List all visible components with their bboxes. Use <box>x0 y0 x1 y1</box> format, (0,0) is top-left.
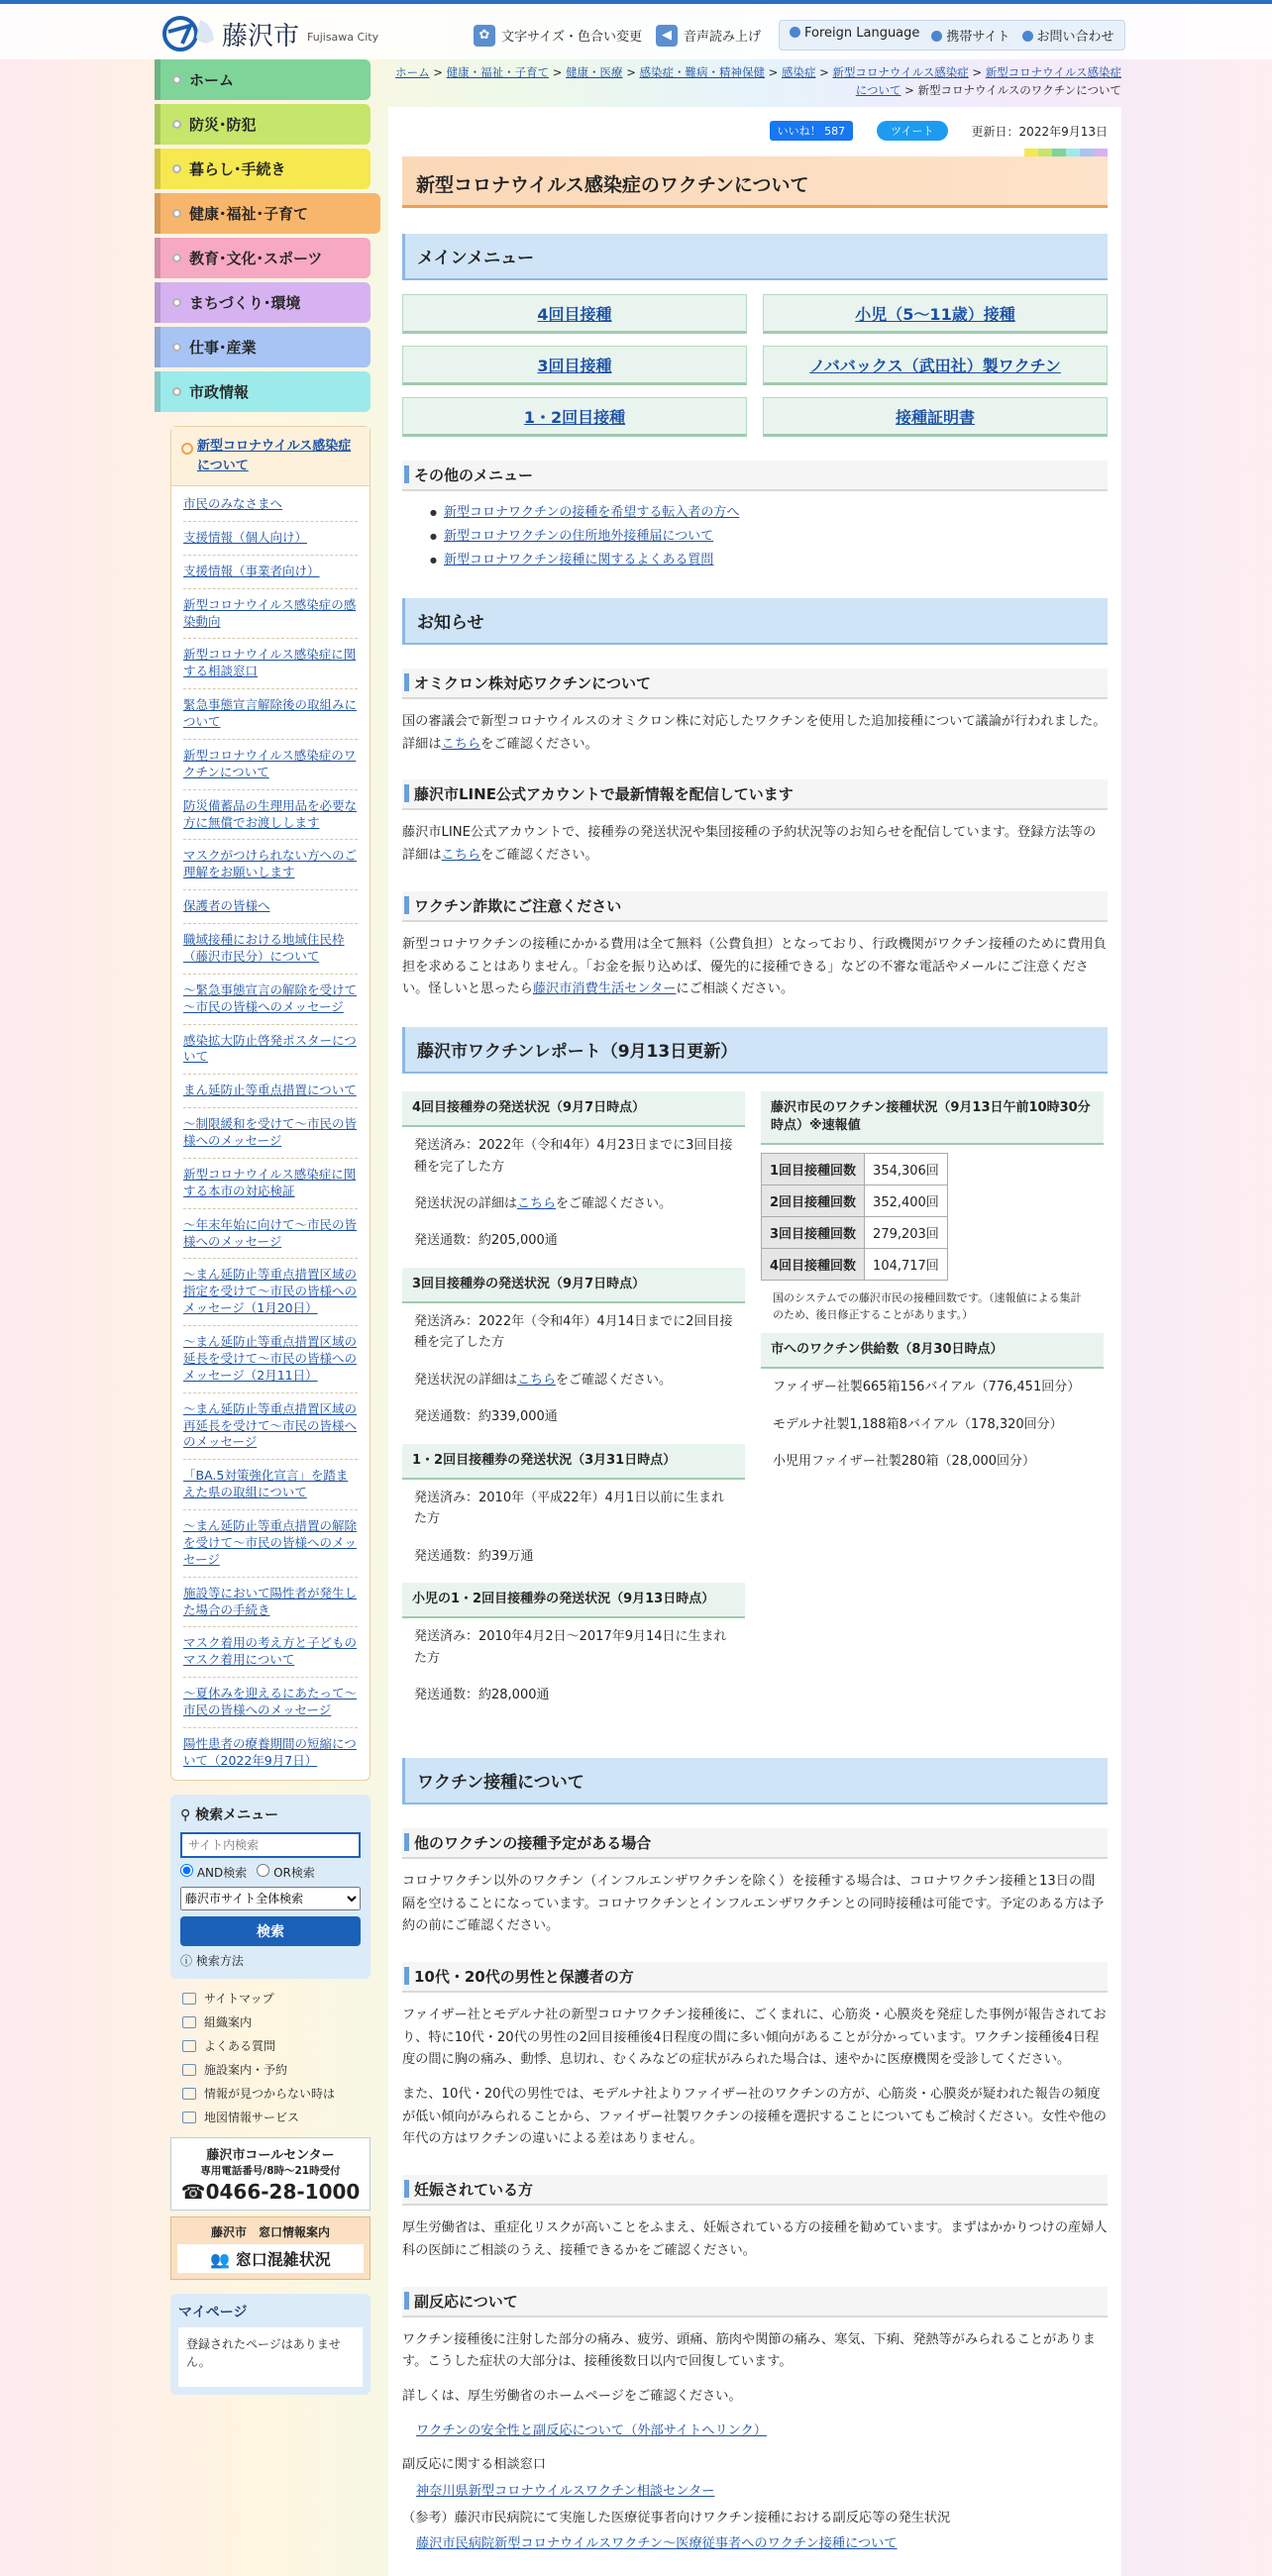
report-left-column <box>402 1091 745 1714</box>
site-logo[interactable] <box>160 14 378 53</box>
breadcrumb-separator: > <box>765 65 782 79</box>
vaccination-heading: ワクチン接種について <box>402 1758 1108 1804</box>
nav-bullet-icon <box>172 254 181 262</box>
shipment-detail-pre: 発送状況の詳細は <box>414 1195 518 1211</box>
header-tools <box>474 20 1125 51</box>
local-nav-link[interactable]: ～緊急事態宣言の解除を受けて～市民の皆様へのメッセージ <box>183 981 358 1014</box>
local-nav <box>170 426 371 1781</box>
local-nav-link[interactable]: ～まん延防止等重点措置区域の再延長を受けて～市民の皆様へのメッセージ <box>183 1400 358 1450</box>
utility-link[interactable] <box>182 2058 359 2082</box>
other-menu-item <box>444 525 1108 549</box>
vaccination-text: コロナワクチン以外のワクチン（インフルエンザワクチンを除く）を接種する場合は、コロナワクチン接種と13日の間隔を空けることになっています。コロナワクチンとインフルエンザワクチンとの同時接種は可能です。予定のある方は予約の前にご確認ください。 <box>402 1873 1105 1934</box>
page-icon <box>182 1993 196 2005</box>
counter-status-label: 窓口混雑状況 <box>235 2249 331 2269</box>
local-nav-link[interactable]: ～まん延防止等重点措置区域の指定を受けて～市民の皆様へのメッセージ（1月20日） <box>183 1267 358 1316</box>
nav-bullet-icon <box>172 75 181 84</box>
vaccine-report <box>402 1091 1108 1714</box>
vaccination-text: ファイザー社とモデルナ社の新型コロナワクチン接種後に、ごくまれに、心筋炎・心膜炎を発症した事例が報告されており、特に10代・20代の男性の2回目接種後4日程度の間に多い傾向があることが分かっています。ワクチン接種後4日程度の間に胸の痛み、動悸、息切れ、むくみなどの症状がみられた場合は、速やかに医療機関を受診してください。 <box>402 2007 1107 2068</box>
status-label: 4回目接種回数 <box>762 1249 865 1281</box>
main-menu-link[interactable]: 4回目接種 <box>537 304 612 324</box>
local-nav-item <box>183 1678 358 1728</box>
local-nav-item <box>183 1108 358 1159</box>
city-emblem-icon <box>160 14 216 53</box>
local-nav-link[interactable]: 支援情報（個人向け） <box>183 529 308 545</box>
local-nav-item <box>183 1326 358 1393</box>
notice-text-post: をご確認ください。 <box>480 848 598 864</box>
shipment-text: 発送済み：2022年（令和4年）4月14日までに2回目接種を完了した方 <box>414 1314 733 1351</box>
notice-sections <box>402 669 1108 1001</box>
city-name-en: Fujisawa City <box>307 30 379 44</box>
local-nav-link[interactable]: ～年末年始に向けて～市民の皆様へのメッセージ <box>183 1216 358 1249</box>
utility-link-label: 組織案内 <box>204 2015 253 2030</box>
local-nav-item <box>183 790 358 841</box>
page-title-text: 新型コロナウイルス感染症のワクチンについて <box>416 174 809 196</box>
local-nav-item <box>183 1075 358 1108</box>
status-row <box>762 1185 948 1217</box>
notice-text-pre: 新型コロナワクチンの接種にかかる費用は全て無料（公費負担）となっており、行政機関がワクチン接種のために費用負担を求めることはありません。「お金を振り込めば、優先的に接種できる」などの不審な電話やメールにご注意ください。怪しいと思ったら <box>402 936 1107 997</box>
breadcrumb-separator: > <box>815 65 833 79</box>
other-menu-list <box>444 501 1108 572</box>
side-effects-heading: 副反応について <box>402 2287 1108 2318</box>
consult-link-para <box>402 2481 1108 2504</box>
utility-links <box>170 1979 371 2137</box>
local-nav-item <box>183 488 358 522</box>
facebook-like-button[interactable]: いいね！ 587 <box>770 121 854 141</box>
nav-bullet-icon <box>172 164 181 173</box>
nav-item[interactable] <box>155 238 371 278</box>
status-row <box>762 1217 948 1249</box>
read-aloud-button[interactable] <box>656 25 761 47</box>
mobile-site-label: 携帯サイト <box>946 30 1010 45</box>
main-menu-grid <box>402 294 1108 437</box>
contact-link[interactable] <box>1022 26 1114 45</box>
nav-item[interactable] <box>155 59 371 100</box>
notice-section-heading: オミクロン株対応ワクチンについて <box>402 669 1108 699</box>
breadcrumb-link[interactable]: 新型コロナウイルス感染症について <box>855 65 1121 98</box>
supply-line: モデルナ社製1,188箱8バイアル（178,320回分） <box>773 1416 1063 1432</box>
status-heading: 藤沢市民のワクチン接種状況（9月13日午前10時30分時点）※速報値 <box>761 1091 1104 1145</box>
status-row <box>762 1154 948 1185</box>
supply-line: ファイザー社製665箱156バイアル（776,451回分） <box>773 1380 1081 1395</box>
breadcrumb-separator: > <box>429 65 447 79</box>
vaccination-sections <box>402 1828 1108 2263</box>
other-menu-heading: その他のメニュー <box>402 461 1108 491</box>
main-content <box>388 63 1121 2576</box>
shipment-heading: 小児の1・2回目接種券の発送状況（9月13日時点） <box>402 1583 745 1618</box>
other-menu-link[interactable]: 新型コロナワクチンの接種を希望する転入者の方へ <box>444 505 740 520</box>
nav-item[interactable] <box>155 104 371 145</box>
and-search-radio-input[interactable] <box>180 1864 193 1877</box>
vaccination-status-table <box>761 1153 948 1281</box>
local-nav-link[interactable]: ～まん延防止等重点措置の解除を受けて～市民の皆様へのメッセージ <box>183 1518 358 1567</box>
call-center-phone-number: 0466-28-1000 <box>205 2179 361 2204</box>
local-nav-item <box>183 1460 358 1510</box>
main-menu-heading: メインメニュー <box>402 234 1108 280</box>
consult-center-link[interactable]: 神奈川県新型コロナウイルスワクチン相談センター <box>416 2484 715 2500</box>
breadcrumb-separator: > <box>622 65 640 79</box>
mypage-title: マイページ <box>178 2304 248 2320</box>
shipment-text: 発送済み：2010年4月2日～2017年9月14日に生まれた方 <box>414 1629 727 1666</box>
status-value: 279,203回 <box>865 1217 948 1249</box>
contact-label: お問い合わせ <box>1036 30 1114 45</box>
people-icon: 👥 <box>210 2249 231 2269</box>
left-sidebar <box>155 59 371 2395</box>
notice-text-post: をご確認ください。 <box>480 736 598 752</box>
shipment-heading: 3回目接種券の発送状況（9月7日時点） <box>402 1268 745 1303</box>
local-nav-item <box>183 1025 358 1076</box>
side-effects-more: 詳しくは、厚生労働省のホームページをご確認ください。 <box>402 2388 742 2404</box>
nav-item-label: 市政情報 <box>189 383 250 401</box>
shipment-heading: 1・2回目接種券の発送状況（3月31日時点） <box>402 1444 745 1480</box>
nav-item-label: 教育･文化･スポーツ <box>189 250 323 267</box>
local-nav-link[interactable]: まん延防止等重点措置について <box>183 1082 357 1098</box>
breadcrumb-link[interactable]: 健康・医療 <box>566 65 623 79</box>
main-menu-link[interactable]: 接種証明書 <box>895 407 975 427</box>
counter-info-title: 藤沢市 窓口情報案内 <box>210 2224 330 2239</box>
nav-item[interactable] <box>155 193 380 234</box>
utility-link[interactable] <box>182 2082 359 2106</box>
nav-item[interactable] <box>155 149 371 189</box>
local-nav-link[interactable]: 新型コロナウイルス感染症に関する本市の対応検証 <box>183 1166 357 1198</box>
utility-link-label: サイトマップ <box>204 1992 274 2007</box>
notice-heading: お知らせ <box>402 598 1108 645</box>
call-center-title: 藤沢市コールセンター <box>206 2147 335 2163</box>
local-nav-title-link[interactable]: 新型コロナウイルス感染症について <box>197 439 352 473</box>
call-center-banner[interactable] <box>170 2137 371 2211</box>
main-menu-button[interactable] <box>402 397 747 437</box>
search-panel-title-text: 検索メニュー <box>195 1806 279 1823</box>
vaccination-section-heading: 他のワクチンの接種予定がある場合 <box>402 1828 1108 1859</box>
local-nav-item <box>183 1578 358 1628</box>
main-menu-button[interactable] <box>763 346 1108 385</box>
local-nav-item <box>183 1259 358 1326</box>
local-nav-item <box>183 1209 358 1260</box>
font-size-color-button[interactable] <box>474 25 642 47</box>
page-icon <box>182 2112 196 2123</box>
notice-section-heading: 藤沢市LINE公式アカウントで最新情報を配信しています <box>402 779 1108 810</box>
global-nav <box>155 59 371 412</box>
hospital-link[interactable]: 藤沢市民病院新型コロナウイルスワクチン～医療従事者へのワクチン接種について <box>416 2536 898 2552</box>
local-nav-item <box>183 740 358 790</box>
nav-item-label: 健康･福祉･子育て <box>189 205 309 223</box>
notice-text-pre: 藤沢市LINE公式アカウントで、接種券の発送状況や集団接種の予約状況等のお知らせを配信しています。登録方法等の詳細は <box>402 825 1097 864</box>
page-icon <box>182 2040 196 2052</box>
main-menu-button[interactable] <box>402 294 747 334</box>
breadcrumb-separator: > <box>901 83 918 98</box>
local-nav-link[interactable]: マスクがつけられない方へのご理解をお願いします <box>183 848 358 880</box>
updated-date: 更新日：2022年9月13日 <box>971 124 1108 139</box>
local-nav-link[interactable]: 感染拡大防止啓発ポスターについて <box>183 1032 357 1065</box>
status-row <box>762 1249 948 1281</box>
tweet-button[interactable]: ツイート <box>877 121 947 141</box>
local-nav-link[interactable]: 緊急事態宣言解除後の取組みについて <box>183 697 358 729</box>
local-nav-link[interactable]: 「BA.5対策強化宣言」を踏まえた県の取組について <box>183 1468 349 1500</box>
nav-bullet-icon <box>172 387 181 396</box>
vaccine-report-heading: 藤沢市ワクチンレポート（9月13日更新） <box>402 1027 1108 1074</box>
shipment-detail <box>402 1362 745 1398</box>
local-nav-link[interactable]: 新型コロナウイルス感染症に関する相談窓口 <box>183 647 357 679</box>
local-nav-link[interactable]: 支援情報（事業者向け） <box>183 563 320 578</box>
local-nav-item <box>183 975 358 1025</box>
local-nav-item <box>183 890 358 924</box>
shipment-detail-link[interactable]: こちら <box>517 1195 557 1211</box>
main-menu-button[interactable] <box>763 397 1108 437</box>
notice-text-post: にご相談ください。 <box>676 981 795 997</box>
breadcrumb-current: 新型コロナウイルスのワクチンについて <box>917 83 1121 98</box>
and-search-radio[interactable] <box>180 1864 247 1881</box>
local-nav-item <box>183 924 358 975</box>
nav-bullet-icon <box>172 343 181 352</box>
other-menu-item <box>444 501 1108 525</box>
gear-icon: ✿ <box>474 25 495 47</box>
local-nav-link[interactable]: 新型コロナウイルス感染症のワクチンについて <box>183 747 357 779</box>
shipment-detail <box>402 1185 745 1222</box>
reference-text: （参考）藤沢市民病院にて実施した医療従事者向けワクチン接種における副反応等の発生状況 <box>402 2510 951 2525</box>
notice-text-pre: 国の審議会で新型コロナウイルスのオミクロン株に対応したワクチンを使用した追加接種について議論が行われました。詳細は <box>402 714 1107 752</box>
local-nav-item <box>183 1728 358 1778</box>
main-menu-link[interactable]: 小児（5～11歳）接種 <box>855 304 1015 324</box>
other-menu-link[interactable]: 新型コロナワクチンの住所地外接種届について <box>444 529 714 544</box>
breadcrumb-separator: > <box>549 65 567 79</box>
search-help-label: 検索方法 <box>195 1953 244 1968</box>
breadcrumb-link[interactable]: 新型コロナウイルス感染症 <box>832 65 969 79</box>
supply-list <box>761 1369 1104 1480</box>
counter-info-banner[interactable] <box>170 2216 371 2280</box>
header-links <box>779 20 1125 51</box>
bullet-icon <box>1022 31 1033 42</box>
local-nav-list <box>171 486 370 1780</box>
nav-item-label: まちづくり･環境 <box>189 294 301 312</box>
status-label: 1回目接種回数 <box>762 1154 865 1185</box>
foreign-language-label: Foreign Language <box>803 26 920 41</box>
notice-text <box>402 711 1108 756</box>
search-input[interactable] <box>180 1832 361 1858</box>
breadcrumb-link[interactable]: 感染症・難病・精神保健 <box>639 65 766 79</box>
search-panel <box>170 1795 371 1979</box>
local-nav-item <box>183 639 358 689</box>
foreign-language-link[interactable] <box>790 26 919 45</box>
notice-text <box>402 934 1108 1001</box>
local-nav-link[interactable]: 職域接種における地域住民枠（藤沢市民分）について <box>183 932 345 964</box>
local-nav-item <box>183 589 358 640</box>
shipment-heading: 4回目接種券の発送状況（9月7日時点） <box>402 1091 745 1127</box>
utility-link-label: よくある質問 <box>204 2039 276 2054</box>
read-aloud-label: 音声読み上げ <box>683 30 761 45</box>
utility-link[interactable] <box>182 1987 359 2010</box>
local-nav-item <box>183 1510 358 1578</box>
supply-line: 小児用ファイザー社製280箱（28,000回分） <box>773 1454 1036 1470</box>
counter-status <box>177 2244 364 2273</box>
safety-link[interactable]: ワクチンの安全性と副反応について（外部サイトへリンク） <box>416 2422 767 2438</box>
status-value: 354,306回 <box>865 1154 948 1185</box>
local-nav-link[interactable]: ～夏休みを迎えるにあたって～市民の皆様へのメッセージ <box>183 1686 358 1717</box>
mypage-panel <box>170 2294 371 2395</box>
shipment-detail-pre: 発送状況の詳細は <box>414 1372 518 1388</box>
nav-bullet-icon <box>172 298 181 307</box>
search-button[interactable]: 検索 <box>180 1916 361 1946</box>
search-icon: ⚲ <box>180 1806 191 1823</box>
mypage-text: 登録されたページはありません。 <box>178 2327 363 2387</box>
page-icon <box>182 2064 196 2076</box>
page-title <box>402 156 1108 208</box>
shipment-count: 発送通数：約339,000通 <box>414 1409 558 1425</box>
shipment-count: 発送通数：約39万通 <box>414 1548 534 1564</box>
nav-bullet-icon <box>172 209 181 218</box>
local-nav-link[interactable]: 保護者の皆様へ <box>183 898 270 914</box>
notice-section-heading: ワクチン詐欺にご注意ください <box>402 891 1108 922</box>
shipment-detail-post: をご確認ください。 <box>556 1195 673 1211</box>
article <box>388 107 1121 2576</box>
report-right-column <box>761 1091 1104 1714</box>
nav-item-label: 暮らし･手続き <box>189 160 286 178</box>
search-scope-select[interactable] <box>180 1887 361 1910</box>
search-help-link[interactable] <box>180 1952 361 1969</box>
call-center-phone <box>177 2180 364 2204</box>
nav-item-label: ホーム <box>189 71 235 89</box>
decor-stripes <box>1024 149 1108 156</box>
breadcrumb-link[interactable]: 感染症 <box>781 65 816 79</box>
hospital-link-para <box>402 2533 1108 2556</box>
vaccination-text: 厚生労働省は、重症化リスクが高いことをふまえ、妊娠されている方の接種を勧めています。まずはかかりつけの産婦人科の医師にご相談のうえ、接種できるかをご確認ください。 <box>402 2220 1108 2258</box>
local-nav-item <box>183 1393 358 1461</box>
local-nav-link[interactable]: マスク着用の考え方と子どものマスク着用について <box>183 1635 358 1668</box>
info-icon: ⓘ <box>180 1953 193 1968</box>
call-center-hours: 専用電話番号/8時～21時受付 <box>200 2164 341 2177</box>
search-mode <box>180 1864 361 1881</box>
local-nav-link[interactable]: 新型コロナウイルス感染症の感染動向 <box>183 596 357 629</box>
side-effects-text: ワクチン接種後に注射した部分の痛み、疲労、頭痛、筋肉や関節の痛み、寒気、下痢、発熱等がみられることがあります。こうした症状の大部分は、接種後数日以内で回復しています。 <box>402 2331 1096 2370</box>
bullet-icon <box>931 31 942 42</box>
notice-text <box>402 822 1108 867</box>
local-nav-item <box>183 1627 358 1678</box>
share-bar <box>402 119 1108 143</box>
utility-link[interactable] <box>182 2034 359 2058</box>
main-menu-link[interactable]: ノババックス（武田社）製ワクチン <box>809 356 1061 375</box>
page-icon <box>182 2016 196 2028</box>
mobile-site-link[interactable] <box>931 26 1009 45</box>
vaccination-section-heading: 10代・20代の男性と保護者の方 <box>402 1962 1108 1993</box>
nav-item-label: 防災･防犯 <box>189 116 257 134</box>
local-nav-link[interactable]: 防災備蓄品の生理用品を必要な方に無償でお渡しします <box>183 797 358 830</box>
shipment-detail-link[interactable]: こちら <box>517 1372 557 1388</box>
consult-label: 副反応に関する相談窓口 <box>402 2457 547 2473</box>
shipment-text: 発送済み：2010年（平成22年）4月1日以前に生まれた方 <box>414 1490 725 1527</box>
status-value: 104,717回 <box>865 1249 948 1281</box>
search-panel-title <box>180 1804 361 1824</box>
local-nav-link[interactable]: 陽性患者の療養期間の短縮について（2022年9月7日） <box>183 1735 357 1768</box>
or-search-radio[interactable] <box>257 1864 315 1881</box>
local-nav-item <box>183 689 358 740</box>
shipment-count: 発送通数：約205,000通 <box>414 1233 558 1249</box>
other-menu-item <box>444 549 1108 572</box>
speaker-icon: ◀ <box>656 25 678 47</box>
or-search-radio-input[interactable] <box>257 1864 269 1877</box>
local-nav-item <box>183 556 358 589</box>
and-search-label: AND検索 <box>196 1865 248 1880</box>
local-nav-item <box>183 522 358 556</box>
nav-bullet-icon <box>172 120 181 129</box>
nav-item[interactable] <box>155 327 371 367</box>
supply-heading: 市へのワクチン供給数（8月30日時点） <box>761 1333 1104 1369</box>
page-icon <box>182 2088 196 2100</box>
nav-item[interactable] <box>155 371 371 412</box>
vaccination-section-heading: 妊娠されている方 <box>402 2175 1108 2206</box>
status-label: 3回目接種回数 <box>762 1217 865 1249</box>
status-value: 352,400回 <box>865 1185 948 1217</box>
nav-item-label: 仕事･産業 <box>189 339 257 357</box>
local-nav-link[interactable]: 施設等において陽性者が発生した場合の手続き <box>183 1585 358 1617</box>
bullet-icon <box>790 27 800 38</box>
status-note: 国のシステムでの藤沢市民の接種回数です。（速報値による集計のため、後日修正することがあります。） <box>773 1291 1082 1321</box>
utility-link-label: 施設案内・予約 <box>204 2063 288 2078</box>
status-label: 2回目接種回数 <box>762 1185 865 1217</box>
local-nav-link[interactable]: ～制限緩和を受けて～市民の皆様へのメッセージ <box>183 1116 358 1148</box>
notice-link[interactable]: こちら <box>441 848 481 864</box>
site-header <box>0 4 1272 59</box>
main-menu-button[interactable] <box>763 294 1108 334</box>
local-nav-item <box>183 1159 358 1209</box>
main-menu-button[interactable] <box>402 346 747 385</box>
or-search-label: OR検索 <box>273 1865 315 1880</box>
shipment-detail-post: をご確認ください。 <box>556 1372 673 1388</box>
nav-item[interactable] <box>155 282 371 323</box>
breadcrumb-link[interactable]: 健康・福祉・子育て <box>446 65 550 79</box>
shipment-count: 発送通数：約28,000通 <box>414 1688 550 1703</box>
utility-link[interactable] <box>182 2106 359 2129</box>
main-menu-link[interactable]: 1・2回目接種 <box>523 407 626 427</box>
shipment-text: 発送済み：2022年（令和4年）4月23日までに3回目接種を完了した方 <box>414 1138 733 1175</box>
local-nav-link[interactable]: 市民のみなさまへ <box>183 496 283 511</box>
local-nav-item <box>183 840 358 890</box>
breadcrumb-separator: > <box>968 65 986 79</box>
safety-link-para <box>402 2421 1108 2443</box>
vaccination-text: また、10代・20代の男性では、モデルナ社よりファイザー社のワクチンの方が、心筋炎・心膜炎が疑われた報告の頻度が低い傾向がみられることから、ファイザー社製ワクチンの接種を選択することについてもご検討ください。女性や他の年代の方はワクチンの違いによる差はありません。 <box>402 2087 1107 2147</box>
local-nav-link[interactable]: ～まん延防止等重点措置区域の延長を受けて～市民の皆様へのメッセージ（2月11日） <box>183 1334 358 1383</box>
main-menu-link[interactable]: 3回目接種 <box>537 356 612 375</box>
phone-icon: ☎ <box>180 2179 206 2204</box>
utility-link-label: 情報が見つからない時は <box>204 2087 336 2102</box>
font-size-color-label: 文字サイズ・色合い変更 <box>501 30 642 45</box>
local-nav-title[interactable] <box>171 427 370 486</box>
utility-link[interactable] <box>182 2010 359 2034</box>
utility-link-label: 地図情報サービス <box>204 2111 300 2125</box>
other-menu-link[interactable]: 新型コロナワクチン接種に関するよくある質問 <box>444 553 714 567</box>
city-name: 藤沢市 <box>222 21 300 52</box>
breadcrumb-link[interactable]: ホーム <box>395 65 430 79</box>
breadcrumb <box>388 63 1121 103</box>
notice-link[interactable]: 藤沢市消費生活センター <box>532 981 677 997</box>
notice-link[interactable]: こちら <box>441 736 481 752</box>
